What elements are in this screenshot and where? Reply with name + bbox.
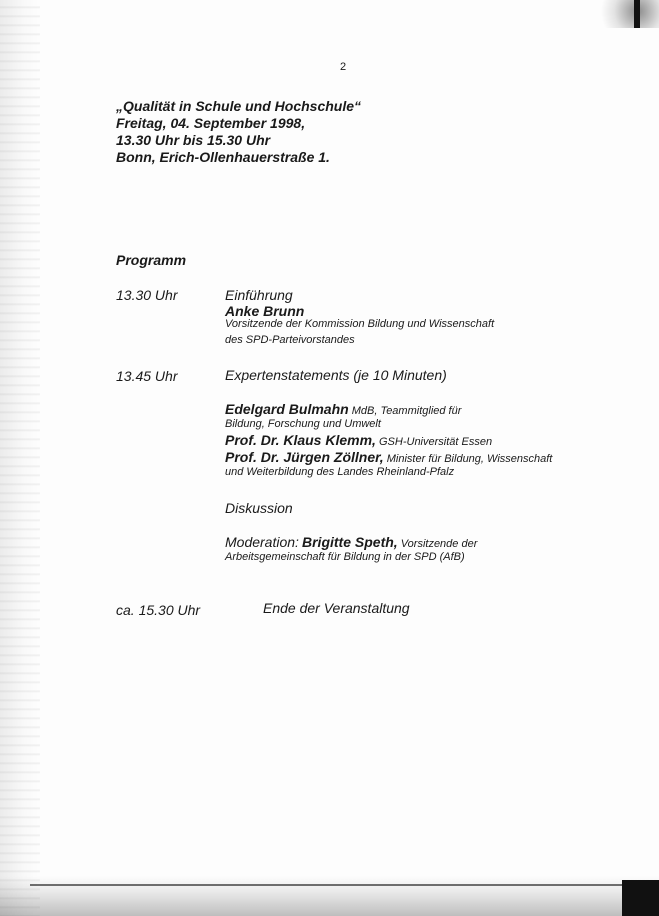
experts-time: 13.45 Uhr — [116, 368, 178, 384]
moderation-label: Moderation: — [225, 534, 299, 550]
event-time: 13.30 Uhr bis 15.30 Uhr — [116, 132, 271, 148]
event-date: Freitag, 04. September 1998, — [116, 115, 306, 131]
event-title: „Qualität in Schule und Hochschule“ — [116, 98, 362, 114]
speaker-zoellner-name: Prof. Dr. Jürgen Zöllner, — [225, 449, 384, 465]
speaker-zoellner — [225, 449, 552, 465]
speaker-bulmahn-role: MdB, Teammitglied für — [351, 405, 462, 417]
intro-title: Einführung — [225, 287, 293, 303]
intro-role-line1: Vorsitzende der Kommission Bildung und Wissenschaft — [225, 318, 495, 330]
end-title: Ende der Veranstaltung — [263, 600, 410, 616]
speaker-klemm-name: Prof. Dr. Klaus Klemm, — [225, 432, 376, 448]
event-location: Bonn, Erich-Ollenhauerstraße 1. — [116, 149, 330, 165]
speaker-bulmahn-name: Edelgard Bulmahn — [225, 401, 349, 417]
intro-role-line2: des SPD-Parteivorstandes — [225, 334, 355, 346]
intro-time: 13.30 Uhr — [116, 287, 178, 303]
programm-heading: Programm — [116, 252, 187, 268]
scan-edge-bottom — [0, 876, 659, 916]
discussion-label: Diskussion — [225, 500, 293, 516]
scan-bottom-line — [30, 884, 630, 886]
moderation — [225, 534, 477, 550]
scan-corner-top — [588, 0, 659, 28]
speaker-bulmahn-role2: Bildung, Forschung und Umwelt — [225, 418, 381, 430]
speaker-bulmahn — [225, 401, 461, 417]
experts-title: Expertenstatements (je 10 Minuten) — [225, 367, 447, 383]
speaker-klemm — [225, 432, 492, 448]
scan-corner-bottom — [622, 880, 659, 916]
scan-edge-left — [0, 0, 40, 916]
speaker-zoellner-role2: und Weiterbildung des Landes Rheinland-Pfalz — [225, 466, 455, 478]
scan-corner-bar — [634, 0, 640, 28]
moderator-name: Brigitte Speth, — [302, 534, 398, 550]
speaker-klemm-role: GSH-Universität Essen — [379, 436, 493, 448]
page-number: 2 — [340, 61, 347, 73]
end-time: ca. 15.30 Uhr — [116, 602, 201, 618]
moderator-role: Vorsitzende der — [400, 538, 478, 550]
intro-speaker: Anke Brunn — [225, 303, 305, 319]
moderator-role2: Arbeitsgemeinschaft für Bildung in der SPD (AfB) — [225, 551, 465, 563]
speaker-zoellner-role: Minister für Bildung, Wissenschaft — [386, 453, 553, 465]
